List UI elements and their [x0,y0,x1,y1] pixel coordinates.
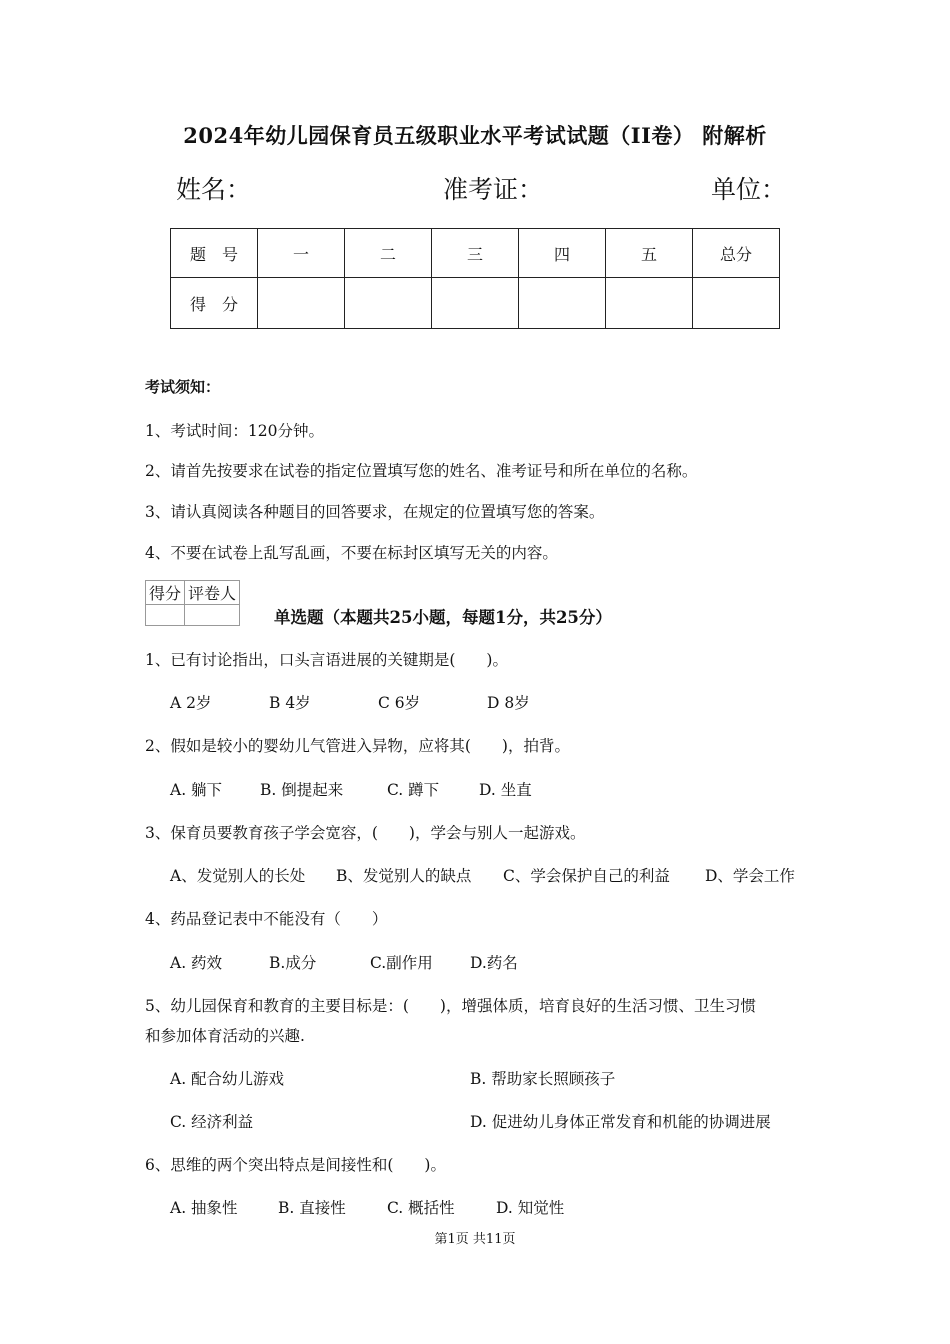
question-option: A. 抽象性 [170,1199,238,1217]
question-option: D. 促进幼儿身体正常发育和机能的协调进展 [470,1113,771,1131]
score-table-header-cell: 五 [606,229,693,278]
question-stem: 6、思维的两个突出特点是间接性和( )。 [145,1156,446,1174]
score-table-header-cell: 总分 [693,229,780,278]
section-title: 单选题（本题共25小题，每题1分，共25分） [274,608,612,627]
score-table-header-row [171,229,780,278]
question-stem: 2、假如是较小的婴幼儿气管进入异物，应将其( )，拍背。 [145,737,570,755]
question-option: D、学会工作 [705,867,795,885]
question-option: C 6岁 [378,694,421,712]
question-option: C. 概括性 [387,1199,455,1217]
question-option: A 2岁 [170,694,212,712]
question-option: A. 配合幼儿游戏 [170,1070,285,1088]
grader-score-cell [146,605,185,626]
question-stem: 4、药品登记表中不能没有（ ） [145,910,388,928]
grader-score-label: 得分 [146,581,185,605]
question-option: B 4岁 [269,694,311,712]
question-option: A. 躺下 [170,781,223,799]
question-stem-continuation: 和参加体育活动的兴趣. [145,1027,305,1045]
score-table-score-row [171,278,780,329]
document-title: 2024年幼儿园保育员五级职业水平考试试题（II卷） 附解析 [183,123,767,148]
exam-id-field-label: 准考证： [443,175,544,204]
grader-name-cell [185,605,240,626]
question-option: C.副作用 [370,954,433,972]
score-table-header-cell: 四 [519,229,606,278]
question-option: C. 经济利益 [170,1113,254,1131]
score-cell [258,278,345,329]
notice-item: 1、考试时间：120分钟。 [145,422,324,440]
question-option: D. 坐直 [479,781,532,799]
score-cell [432,278,519,329]
question-option: B. 帮助家长照顾孩子 [470,1070,616,1088]
question-option: B、发觉别人的缺点 [336,867,472,885]
question-option: C、学会保护自己的利益 [503,867,670,885]
score-table [170,228,780,329]
question-option: A、发觉别人的长处 [170,867,306,885]
notice-item: 4、不要在试卷上乱写乱画，不要在标封区填写无关的内容。 [145,544,558,562]
question-option: D 8岁 [487,694,530,712]
question-option: C. 蹲下 [387,781,440,799]
question-stem: 1、已有讨论指出，口头言语进展的关键期是( )。 [145,651,508,669]
score-cell [519,278,606,329]
question-option: B. 直接性 [278,1199,346,1217]
question-option: D. 知觉性 [496,1199,565,1217]
grader-name-label: 评卷人 [185,581,240,605]
question-option: B.成分 [269,954,317,972]
question-option: D.药名 [470,954,518,972]
score-row-label: 得 分 [171,278,258,329]
question-option: A. 药效 [170,954,223,972]
question-option: B. 倒提起来 [260,781,344,799]
unit-field-label: 单位： [711,175,787,204]
score-table-header-cell: 二 [345,229,432,278]
grader-box [145,580,240,626]
page-footer: 第1页 共11页 [434,1232,516,1247]
notice-title: 考试须知： [145,378,221,396]
score-table-header-cell: 题 号 [171,229,258,278]
score-table-header-cell: 三 [432,229,519,278]
score-cell [606,278,693,329]
score-table-header-cell: 一 [258,229,345,278]
question-stem: 5、幼儿园保育和教育的主要目标是：( )，增强体质，培育良好的生活习惯、卫生习惯 [145,997,756,1015]
score-cell [345,278,432,329]
name-field-label: 姓名： [176,175,252,204]
question-stem: 3、保育员要教育孩子学会宽容，( )，学会与别人一起游戏。 [145,824,586,842]
notice-item: 3、请认真阅读各种题目的回答要求，在规定的位置填写您的答案。 [145,503,605,521]
notice-item: 2、请首先按要求在试卷的指定位置填写您的姓名、准考证号和所在单位的名称。 [145,462,698,480]
score-cell [693,278,780,329]
